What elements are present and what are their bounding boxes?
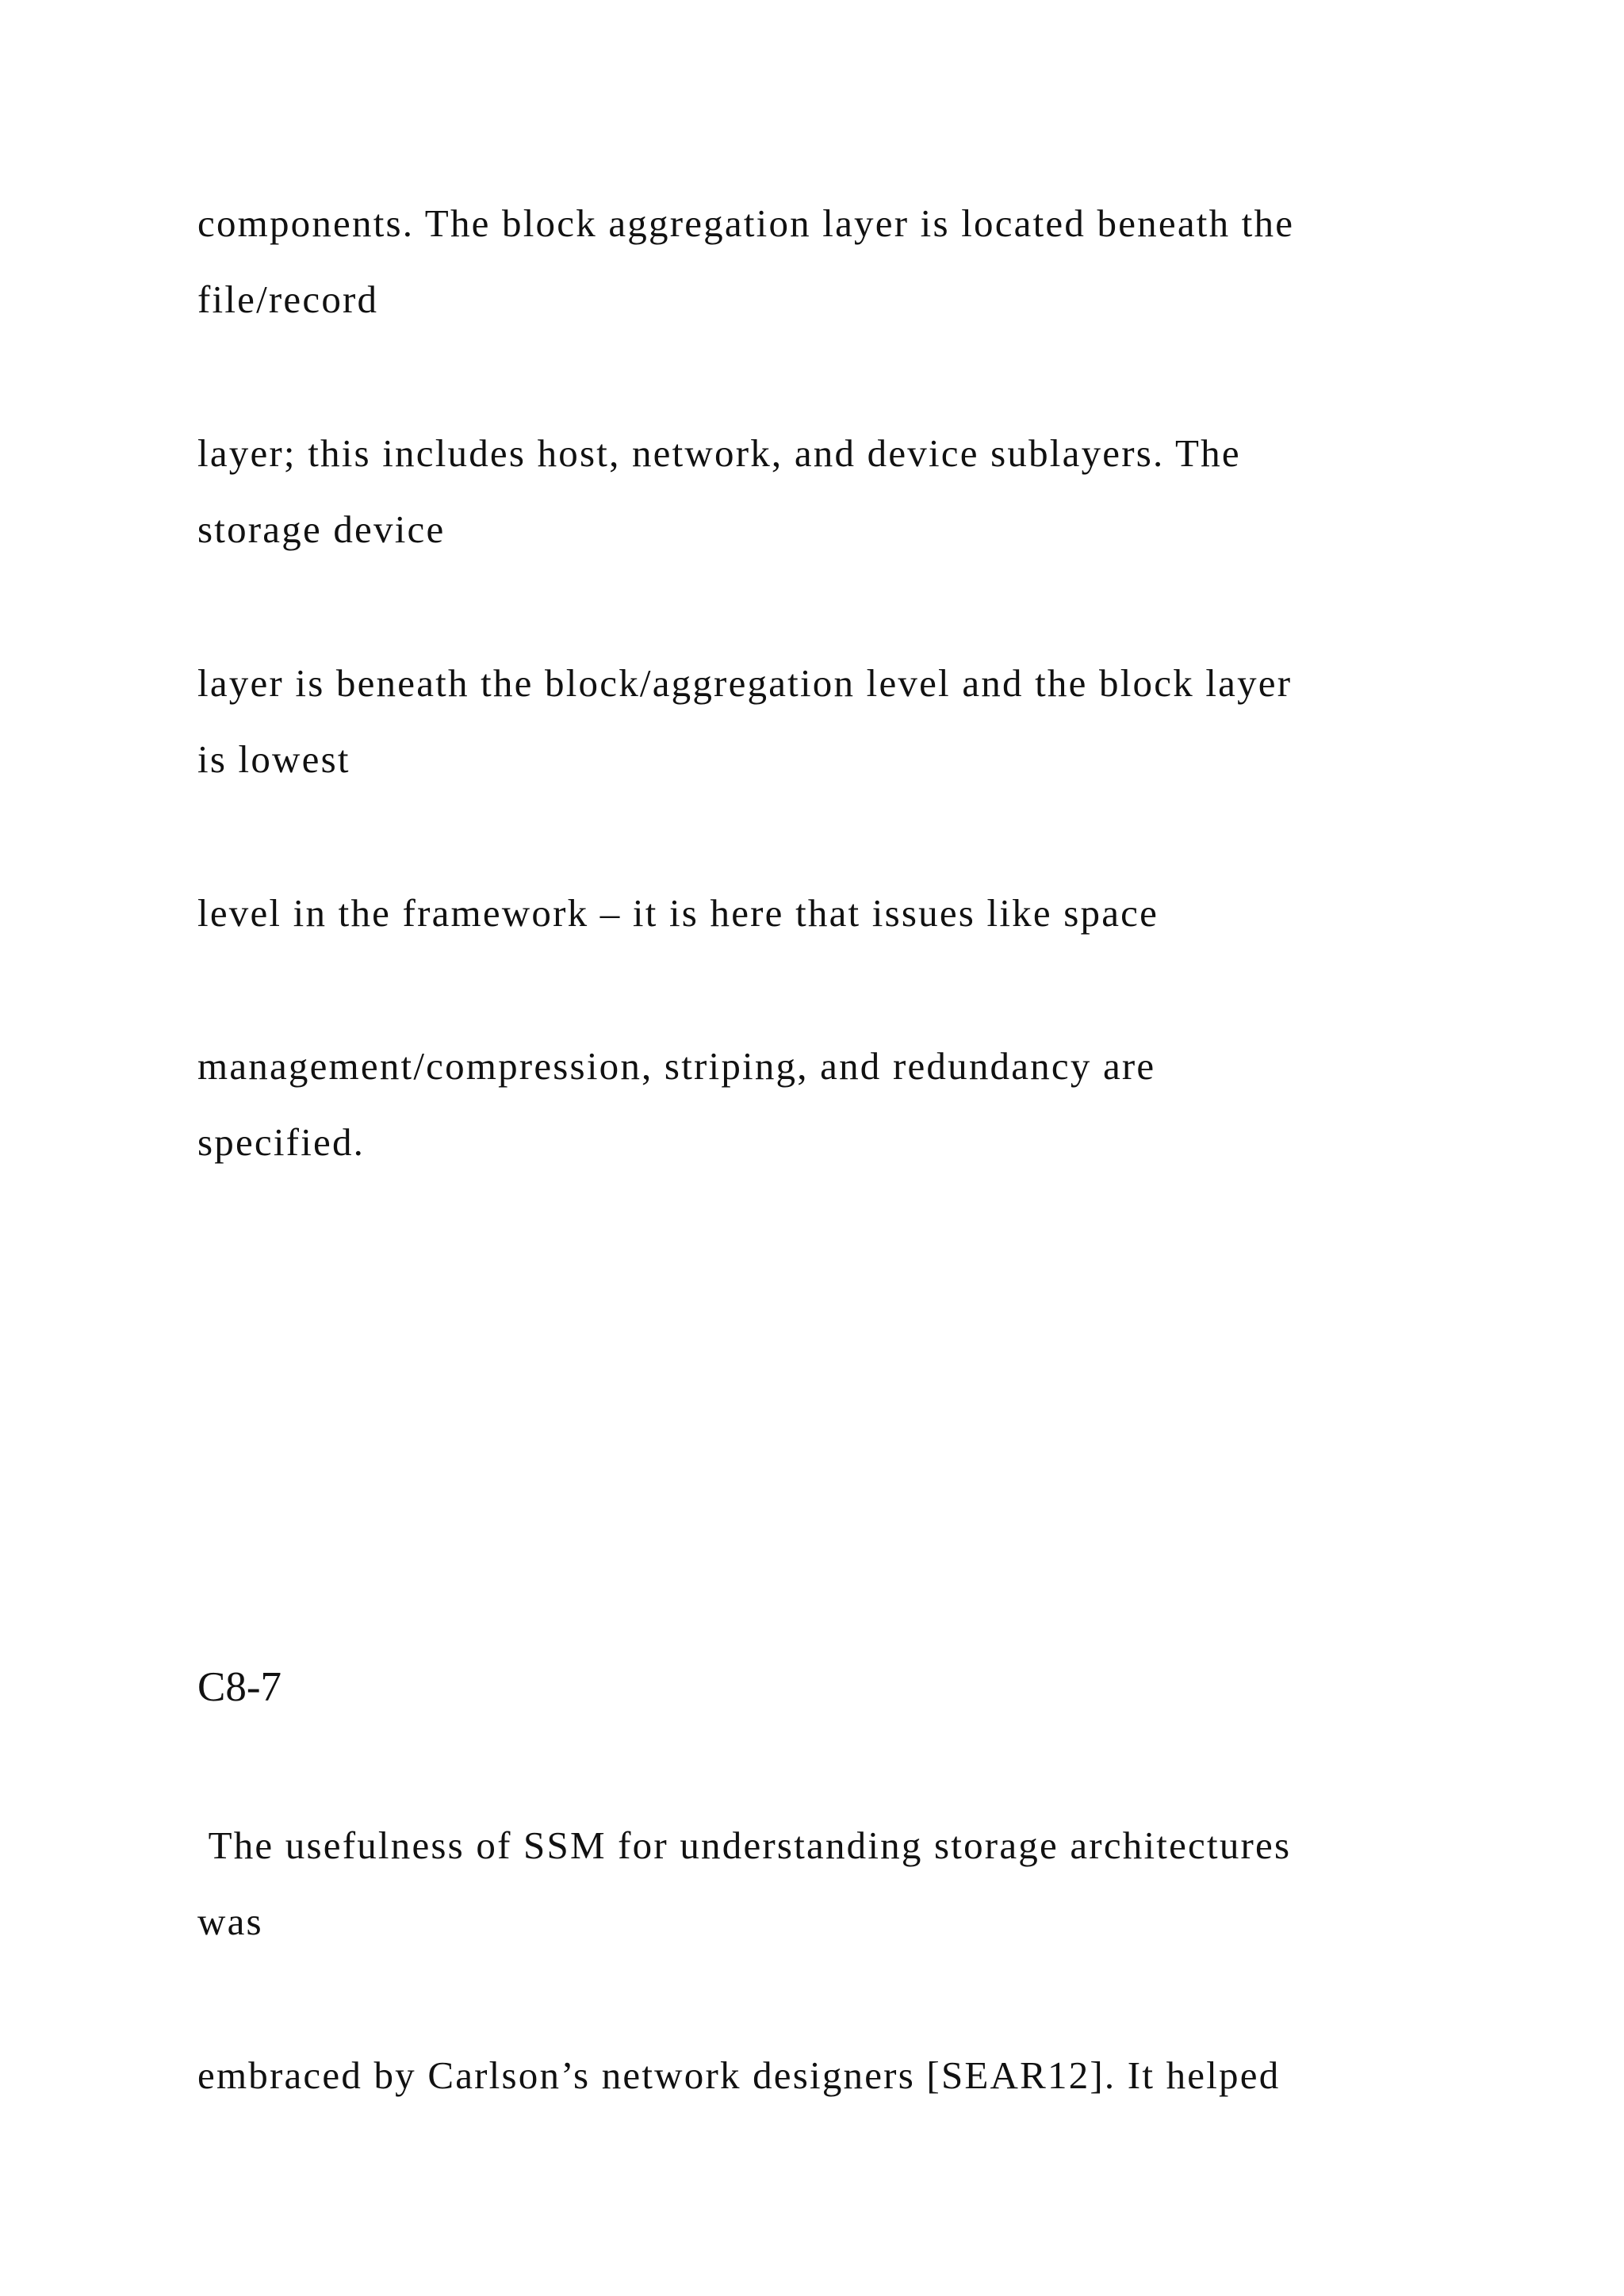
- text-line: specified.: [197, 1120, 366, 1164]
- paragraph: [197, 1808, 1506, 1960]
- text-line: management/compression, striping, and redundancy are: [197, 1044, 1156, 1088]
- paragraph: [197, 1028, 1506, 1181]
- text-line: is lowest: [197, 737, 350, 781]
- text-line: layer is beneath the block/aggregation level and the block layer: [197, 661, 1293, 705]
- paragraph: [197, 875, 1506, 951]
- text-line: file/record: [197, 277, 379, 321]
- paragraph: [197, 2038, 1506, 2114]
- text-line: storage device: [197, 507, 446, 551]
- paragraph: [197, 415, 1506, 568]
- text-line: layer; this includes host, network, and device sublayers. The: [197, 431, 1241, 475]
- section-heading: C8-7: [197, 1664, 282, 1710]
- text-line: embraced by Carlson’s network designers [SEAR12]. It helped: [197, 2053, 1281, 2097]
- paragraph: [197, 645, 1506, 798]
- text-line: components. The block aggregation layer is located beneath the: [197, 201, 1295, 245]
- text-line: The usefulness of SSM for understanding storage architectures: [197, 1823, 1292, 1867]
- paragraph: [197, 186, 1506, 338]
- text-line: level in the framework – it is here that issues like space: [197, 891, 1159, 935]
- text-line: was: [197, 1900, 263, 1943]
